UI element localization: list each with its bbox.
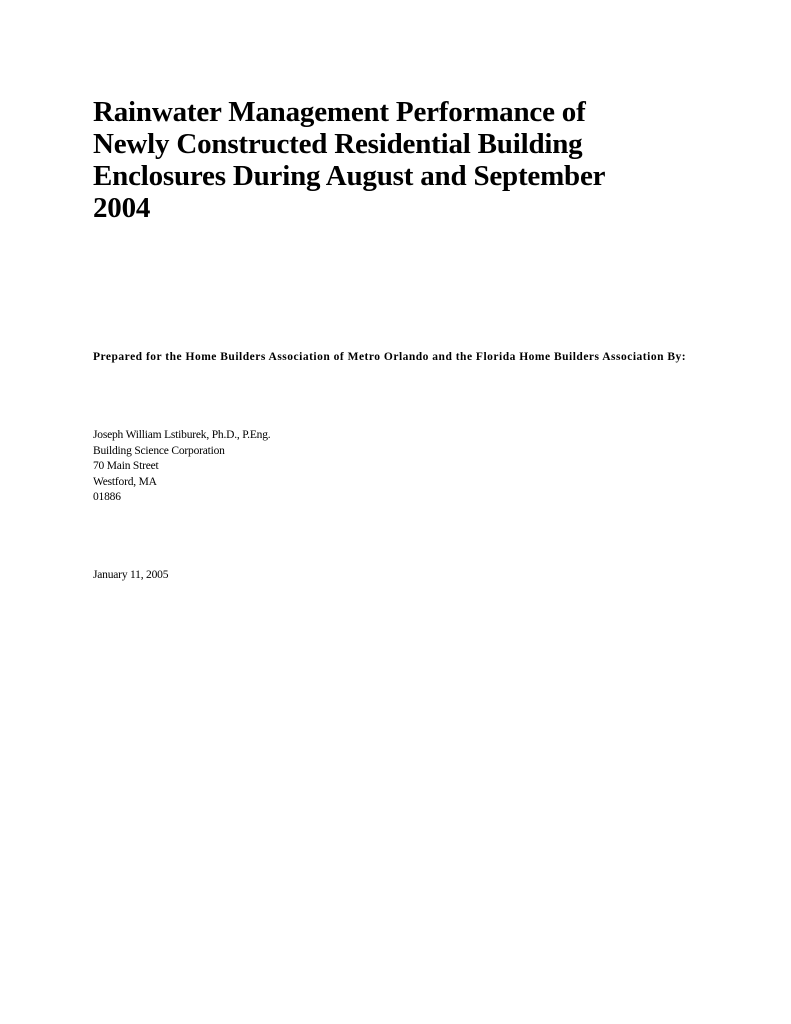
author-name: Joseph William Lstiburek, Ph.D., P.Eng. <box>93 429 271 441</box>
title-line: 2004 <box>93 192 151 224</box>
title-line: Newly Constructed Residential Building <box>93 128 583 160</box>
author-zip: 01886 <box>93 491 121 503</box>
document-title <box>93 96 693 224</box>
author-organization: Building Science Corporation <box>93 444 225 457</box>
author-street: 70 Main Street <box>93 460 159 472</box>
title-line: Rainwater Management Performance of <box>93 96 586 128</box>
author-address-block <box>93 428 270 506</box>
prepared-for-statement: Prepared for the Home Builders Association of Metro Orlando and the Florida Home Builders Association By: <box>93 351 687 363</box>
title-line: Enclosures During August and September <box>93 160 606 192</box>
author-city-state: Westford, MA <box>93 475 157 488</box>
document-date: January 11, 2005 <box>93 569 169 581</box>
